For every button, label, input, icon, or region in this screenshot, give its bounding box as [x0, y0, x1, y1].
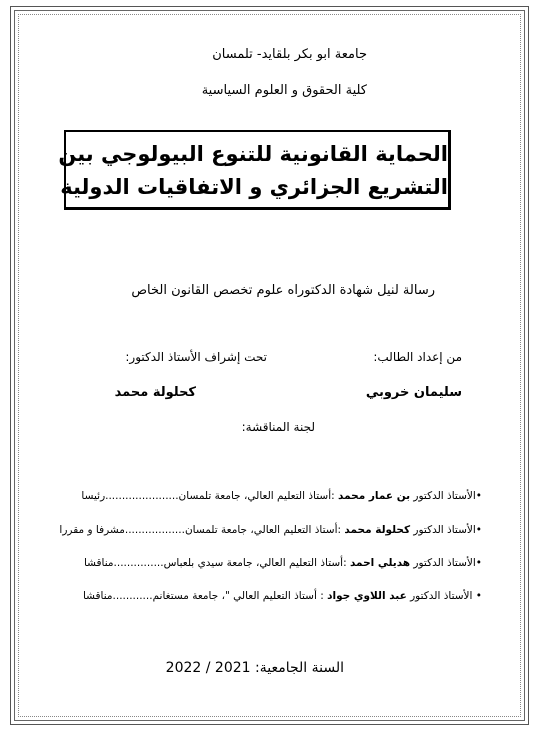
committee-member: •الأستاذ الدكتور بن عمار محمد :أستاذ التعليم العالي، جامعة تلمسان......................رئيسا	[81, 490, 482, 502]
student-name: سليمان خروبي	[365, 385, 462, 400]
faculty-name: كلية الحقوق و العلوم السياسية	[201, 83, 367, 98]
thesis-title-line-1: الحماية القانونية للتنوع البيولوجي بين	[58, 142, 448, 166]
university-name: جامعة ابو بكر بلقايد- تلمسان	[212, 47, 367, 62]
thesis-statement: رسالة لنيل شهادة الدكتوراه علوم تخصص القانون الخاص	[131, 283, 435, 298]
supervisor-label: تحت إشراف الأستاذ الدكتور:	[125, 350, 267, 364]
committee-member: •الأستاذ الدكتور كحلولة محمد :أستاذ التعليم العالي، جامعة تلمسان..................مشرفا و مقررا	[59, 524, 482, 536]
page-border-dotted	[18, 14, 521, 717]
committee-member-name: بن عمار محمد	[338, 490, 411, 502]
thesis-title-line-2: التشريع الجزائري و الاتفاقيات الدولية	[60, 175, 448, 199]
committee-member: • الأستاذ الدكتور عبد اللاوي جواد : أستاذ التعليم العالي "، جامعة مستغانم............مناقشا	[82, 590, 482, 602]
supervisor-name: كحلولة محمد	[114, 385, 196, 400]
thesis-title-box	[58, 130, 451, 210]
committee-heading: لجنة المناقشة:	[241, 420, 315, 434]
committee-member-name: عبد اللاوي جواد	[327, 590, 407, 602]
committee-member-name: هديلي احمد	[349, 557, 411, 569]
committee-member-name: كحلولة محمد	[344, 524, 411, 536]
student-label: من إعداد الطالب:	[373, 350, 462, 364]
academic-year: السنة الجامعية: 2021 / 2022	[165, 660, 344, 676]
committee-member: •الأستاذ الدكتور هديلي احمد :أستاذ التعليم العالي، جامعة سيدي بلعباس...............مناقشا	[83, 557, 482, 569]
